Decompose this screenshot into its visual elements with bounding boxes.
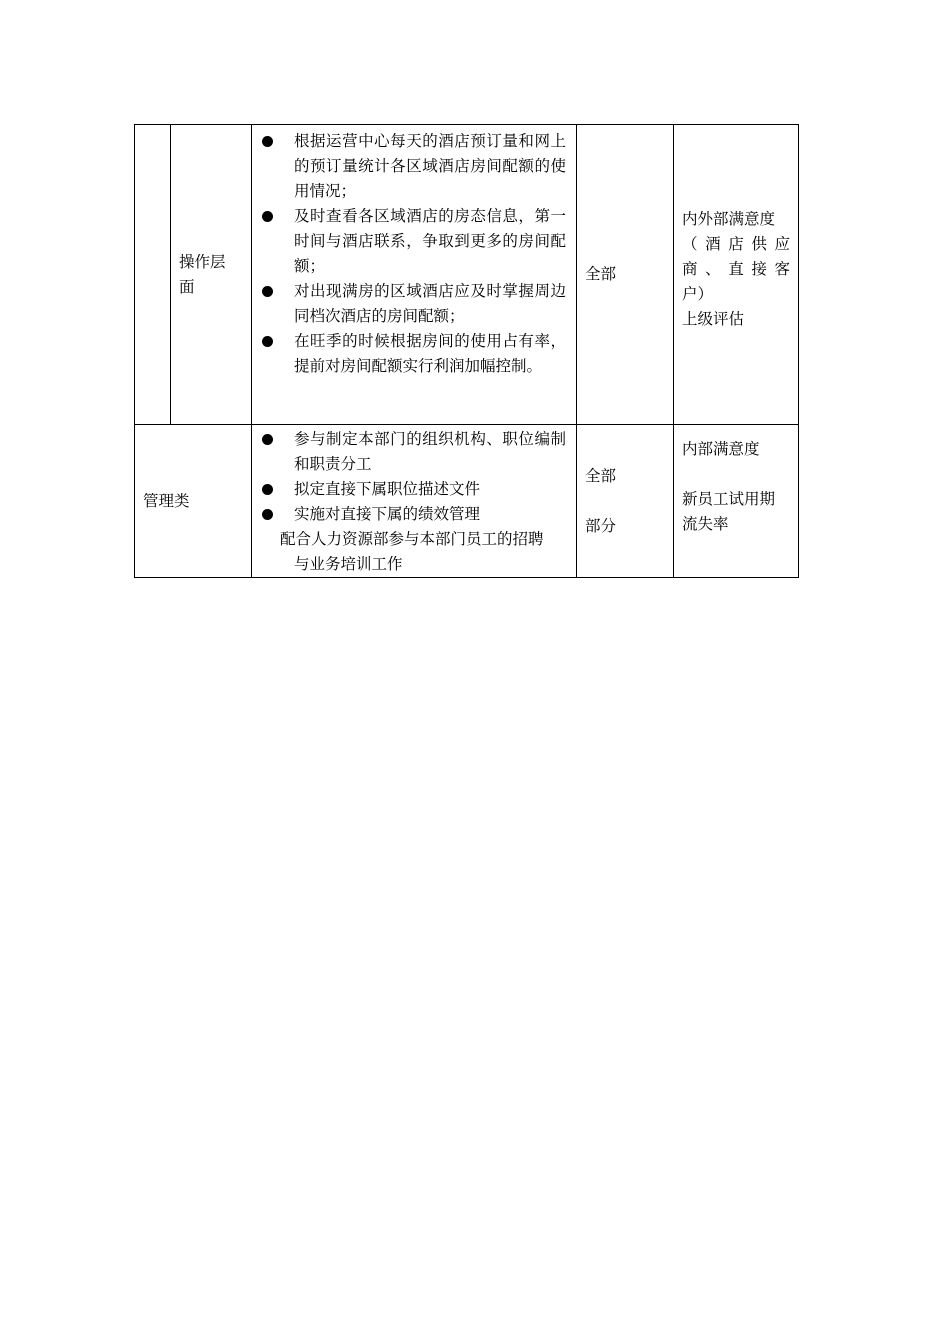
- task-item: 根据运营中心每天的酒店预订量和网上的预订量统计各区域酒店房间配额的使用情况；: [260, 129, 566, 204]
- bullet-icon: [262, 136, 273, 147]
- extra-task: [260, 527, 566, 577]
- scope-cell-operations: [577, 125, 674, 425]
- evaluation-cell-management: [674, 425, 799, 578]
- evaluation-cell-operations: [674, 125, 799, 425]
- evaluation-line: 户）: [682, 284, 714, 303]
- task-item: 拟定直接下属职位描述文件: [260, 477, 566, 502]
- evaluation-line: 上级评估: [682, 309, 745, 328]
- table-row-operations: [135, 125, 799, 425]
- task-item: 在旺季的时候根据房间的使用占有率，提前对房间配额实行利润加幅控制。: [260, 329, 566, 379]
- spacer: [682, 332, 790, 343]
- task-list: [260, 129, 566, 379]
- task-item: 实施对直接下属的绩效管理: [260, 502, 566, 527]
- extra-task-line: 与业务培训工作: [294, 555, 403, 573]
- evaluation-line: 新员工试用期: [682, 490, 776, 508]
- evaluation-line: 流失率: [682, 515, 729, 533]
- scope-line: 部分: [585, 516, 617, 535]
- scope-line: 全部: [585, 265, 617, 283]
- category-line: 管理类: [143, 491, 190, 510]
- bullet-icon: [262, 484, 273, 495]
- evaluation-line: 内外部满意度: [682, 209, 776, 228]
- bullet-icon: [262, 434, 273, 445]
- spacer: [585, 489, 665, 514]
- bullet-icon: [262, 286, 273, 297]
- scope-line: 全部: [585, 466, 617, 485]
- evaluation-line: （ 酒 店 供 应: [682, 234, 790, 253]
- tasks-cell-operations: [252, 125, 577, 425]
- category-line: 操作层: [179, 252, 226, 271]
- task-list: [260, 427, 566, 527]
- category-cell-operations: [171, 125, 252, 425]
- table-row-management: [135, 425, 799, 578]
- task-item: 及时查看各区域酒店的房态信息，第一时间与酒店联系，争取到更多的房间配额；: [260, 204, 566, 279]
- task-item: 对出现满房的区域酒店应及时掌握周边同档次酒店的房间配额；: [260, 279, 566, 329]
- blank-cell: [135, 125, 171, 425]
- bullet-icon: [262, 336, 273, 347]
- extra-task-line: 配合人力资源部参与本部门员工的招聘: [280, 530, 544, 548]
- bullet-icon: [262, 211, 273, 222]
- responsibility-table: [134, 124, 799, 578]
- evaluation-line: 商 、 直 接 客: [682, 259, 790, 278]
- evaluation-line: 内部满意度: [682, 440, 760, 458]
- spacer: [682, 462, 790, 487]
- category-cell-management: [135, 425, 252, 578]
- task-item: 参与制定本部门的组织机构、职位编制和职责分工: [260, 427, 566, 477]
- scope-cell-management: [577, 425, 674, 578]
- tasks-cell-management: [252, 425, 577, 578]
- bullet-icon: [262, 509, 273, 520]
- category-line: 面: [179, 277, 195, 296]
